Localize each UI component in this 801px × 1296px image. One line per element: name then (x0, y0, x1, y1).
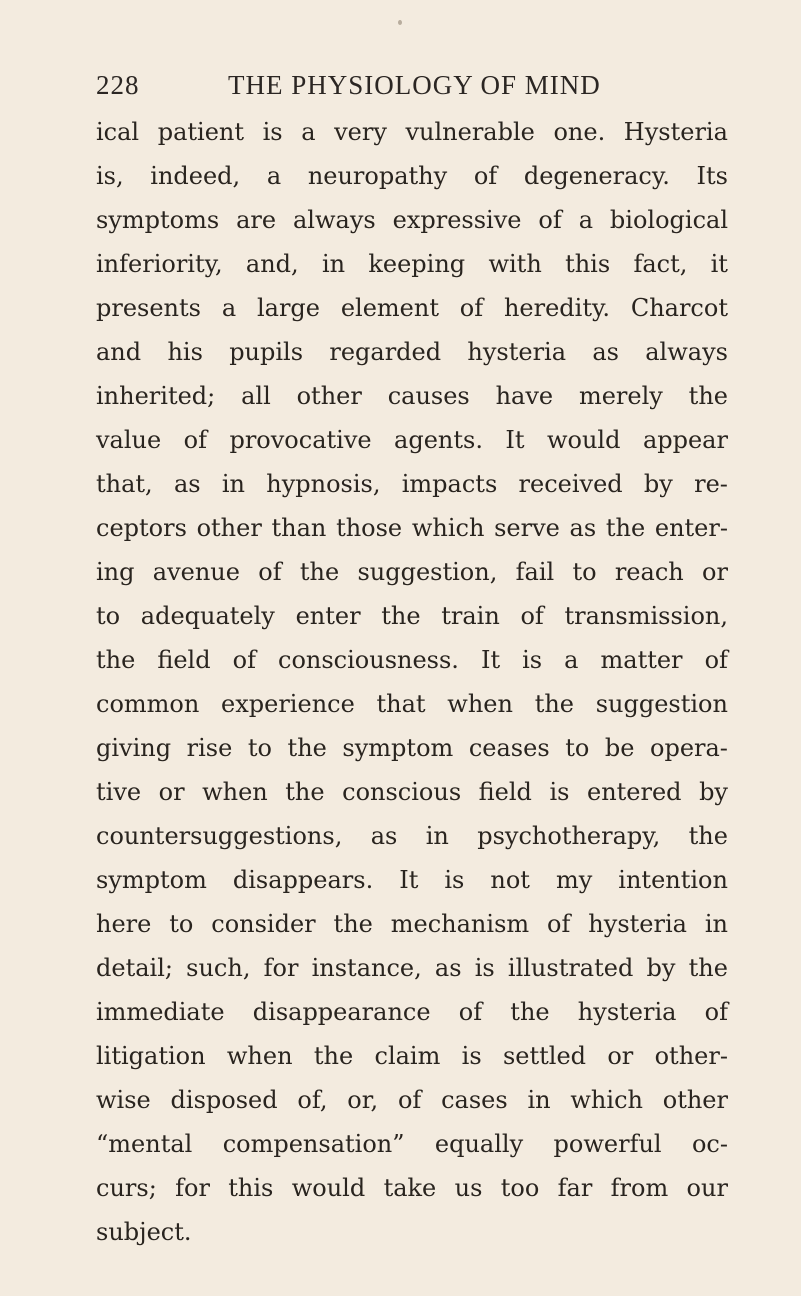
word: vulnerable (405, 118, 535, 146)
word: of (458, 998, 483, 1026)
word: the (313, 1042, 354, 1070)
word: symptom (342, 734, 454, 762)
text-line (96, 902, 728, 946)
word: one. (553, 118, 606, 146)
word: of (459, 294, 484, 322)
word: to (572, 558, 597, 586)
word: presents (96, 294, 201, 322)
word: as (173, 470, 201, 498)
word: equally (434, 1130, 524, 1158)
word: are (236, 206, 277, 234)
text-line (96, 330, 728, 374)
word: is (262, 118, 283, 146)
text-line (96, 1166, 728, 1210)
word: a (266, 162, 282, 190)
word: other- (654, 1042, 728, 1070)
word: hysteria (588, 910, 687, 938)
word: psychotherapy, (477, 822, 661, 850)
word: our (686, 1174, 728, 1202)
word: heredity. (503, 294, 610, 322)
word: the (96, 646, 136, 674)
word: of (538, 206, 562, 234)
word: merely (578, 382, 663, 410)
text-line (96, 682, 728, 726)
word: to (565, 734, 590, 762)
text-line (96, 506, 728, 550)
word: enter (295, 602, 361, 630)
word: opera- (650, 734, 728, 762)
text-line (96, 990, 728, 1034)
word: those (336, 514, 403, 542)
word: ceptors (96, 514, 187, 542)
word: is, (96, 162, 124, 190)
word: suggestion, (357, 558, 498, 586)
word: disappearance (252, 998, 431, 1026)
word: avenue (152, 558, 240, 586)
word: neuropathy (307, 162, 448, 190)
word: to (247, 734, 272, 762)
word: of, (297, 1086, 328, 1114)
word: here (96, 910, 152, 938)
word: for (263, 954, 299, 982)
word: of (520, 602, 544, 630)
word: symptom (96, 866, 207, 894)
text-line (96, 286, 728, 330)
word: in (321, 250, 346, 278)
word: consciousness. (278, 646, 459, 674)
word: the (510, 998, 550, 1026)
word: expressive (392, 206, 522, 234)
word: Its (696, 162, 728, 190)
word: from (610, 1174, 669, 1202)
word: transmission, (564, 602, 728, 630)
word: common (96, 690, 200, 718)
word: large (256, 294, 320, 322)
text-line (96, 858, 728, 902)
text-line (96, 550, 728, 594)
word: “mental (96, 1130, 193, 1158)
word: be (604, 734, 635, 762)
running-title: THE PHYSIOLOGY OF MIND (228, 70, 601, 100)
word: matter (600, 646, 683, 674)
word: detail; (96, 954, 173, 982)
word: Charcot (630, 294, 728, 322)
word: other (662, 1086, 728, 1114)
word: conscious (342, 778, 462, 806)
word: the (605, 514, 646, 542)
word: such, (186, 954, 251, 982)
text-line (96, 594, 728, 638)
word: a (564, 646, 579, 674)
word: patient (157, 118, 244, 146)
word: hysteria (467, 338, 567, 366)
word: this (228, 1174, 274, 1202)
word: value (96, 426, 162, 454)
word: by (699, 778, 728, 806)
word: subject. (96, 1218, 192, 1246)
word: adequately (140, 602, 275, 630)
word: the (688, 822, 728, 850)
word: train (441, 602, 500, 630)
word: pupils (229, 338, 304, 366)
word: disposed (170, 1086, 278, 1114)
word: when (226, 1042, 293, 1070)
word: would (546, 426, 621, 454)
word: ical (96, 118, 140, 146)
word: symptoms (96, 206, 220, 234)
word: disappears. (232, 866, 374, 894)
word: to (169, 910, 194, 938)
word: fail (515, 558, 555, 586)
word: when (447, 690, 513, 718)
paper-speck (398, 20, 402, 25)
running-head (96, 70, 608, 104)
word: tive (96, 778, 142, 806)
word: wise (96, 1086, 151, 1114)
body-text (96, 110, 728, 1246)
word: Hysteria (623, 118, 728, 146)
word: or (702, 558, 728, 586)
word: powerful (553, 1130, 662, 1158)
text-line (96, 154, 728, 198)
word: hysteria (577, 998, 677, 1026)
word: by (646, 954, 676, 982)
word: which (411, 514, 485, 542)
text-line (96, 726, 728, 770)
word: take (383, 1174, 437, 1202)
word: mechanism (390, 910, 530, 938)
word: as (569, 514, 597, 542)
word: of (183, 426, 207, 454)
word: is (522, 646, 543, 674)
word: than (271, 514, 327, 542)
word: would (291, 1174, 366, 1202)
word: too (500, 1174, 540, 1202)
word: provocative (229, 426, 372, 454)
word: immediate (96, 998, 225, 1026)
word: the (287, 734, 327, 762)
word: the (299, 558, 340, 586)
word: settled (502, 1042, 587, 1070)
text-line (96, 1210, 728, 1254)
word: litigation (96, 1042, 206, 1070)
word: illustrated (507, 954, 634, 982)
word: all (241, 382, 271, 410)
word: a (578, 206, 593, 234)
word: the (688, 382, 728, 410)
word: appear (642, 426, 728, 454)
text-line (96, 814, 728, 858)
word: It (399, 866, 419, 894)
word: and, (245, 250, 299, 278)
word: a (301, 118, 316, 146)
word: regarded (329, 338, 442, 366)
word: reach (614, 558, 684, 586)
word: consider (211, 910, 316, 938)
word: countersuggestions, (96, 822, 343, 850)
word: the (534, 690, 574, 718)
word: inherited; (96, 382, 216, 410)
word: oc- (691, 1130, 728, 1158)
word: by (643, 470, 673, 498)
word: a (221, 294, 237, 322)
word: the (381, 602, 421, 630)
word: ing (96, 558, 135, 586)
word: is (444, 866, 465, 894)
text-line (96, 462, 728, 506)
word: rise (186, 734, 233, 762)
text-line (96, 198, 728, 242)
word: is (474, 954, 495, 982)
word: intention (618, 866, 728, 894)
word: in (527, 1086, 551, 1114)
word: of (232, 646, 256, 674)
word: of (704, 646, 728, 674)
word: as (434, 954, 462, 982)
word: claim (374, 1042, 441, 1070)
word: compensation” (222, 1130, 405, 1158)
word: or, (347, 1086, 379, 1114)
word: and (96, 338, 142, 366)
word: or (158, 778, 185, 806)
word: the (285, 778, 325, 806)
word: element (340, 294, 439, 322)
word: field (478, 778, 532, 806)
word: to (96, 602, 121, 630)
word: serve (494, 514, 560, 542)
word: agents. (394, 426, 483, 454)
word: always (645, 338, 728, 366)
word: us (454, 1174, 483, 1202)
word: far (557, 1174, 593, 1202)
word: indeed, (150, 162, 241, 190)
word: in (425, 822, 449, 850)
word: that, (96, 470, 153, 498)
word: impacts (401, 470, 498, 498)
word: other (196, 514, 262, 542)
word: curs; (96, 1174, 157, 1202)
text-line (96, 770, 728, 814)
word: it (710, 250, 728, 278)
word: instance, (311, 954, 422, 982)
word: for (175, 1174, 210, 1202)
word: causes (387, 382, 470, 410)
text-line (96, 1078, 728, 1122)
word: experience (221, 690, 355, 718)
word: always (293, 206, 376, 234)
word: ceases (468, 734, 550, 762)
word: very (334, 118, 387, 146)
word: this (565, 250, 611, 278)
word: entered (586, 778, 682, 806)
text-line (96, 418, 728, 462)
page-number: 228 (96, 70, 140, 100)
word: his (167, 338, 203, 366)
text-line (96, 1122, 728, 1166)
word: as (592, 338, 619, 366)
word: hypnosis, (266, 470, 381, 498)
text-line (96, 374, 728, 418)
word: degeneracy. (523, 162, 670, 190)
word: with (488, 250, 542, 278)
word: of (397, 1086, 422, 1114)
text-line (96, 946, 728, 990)
word: is (461, 1042, 482, 1070)
word: not (490, 866, 530, 894)
word: in (221, 470, 245, 498)
word: is (549, 778, 570, 806)
word: my (555, 866, 593, 894)
word: that (376, 690, 426, 718)
word: as (370, 822, 398, 850)
text-line (96, 638, 728, 682)
word: of (473, 162, 498, 190)
word: It (480, 646, 501, 674)
word: fact, (633, 250, 688, 278)
text-line (96, 110, 728, 154)
word: which (570, 1086, 643, 1114)
word: giving (96, 734, 172, 762)
word: other (296, 382, 362, 410)
word: enter- (654, 514, 728, 542)
word: It (505, 426, 525, 454)
word: cases (441, 1086, 508, 1114)
word: when (202, 778, 268, 806)
word: received (518, 470, 623, 498)
word: of (704, 998, 728, 1026)
word: field (157, 646, 211, 674)
word: in (704, 910, 728, 938)
word: of (258, 558, 282, 586)
word: inferiority, (96, 250, 223, 278)
text-line (96, 242, 728, 286)
word: or (607, 1042, 634, 1070)
word: re- (694, 470, 728, 498)
word: suggestion (595, 690, 728, 718)
word: the (688, 954, 728, 982)
word: have (495, 382, 554, 410)
word: keeping (368, 250, 466, 278)
word: biological (609, 206, 728, 234)
word: of (547, 910, 571, 938)
text-line (96, 1034, 728, 1078)
word: the (333, 910, 373, 938)
